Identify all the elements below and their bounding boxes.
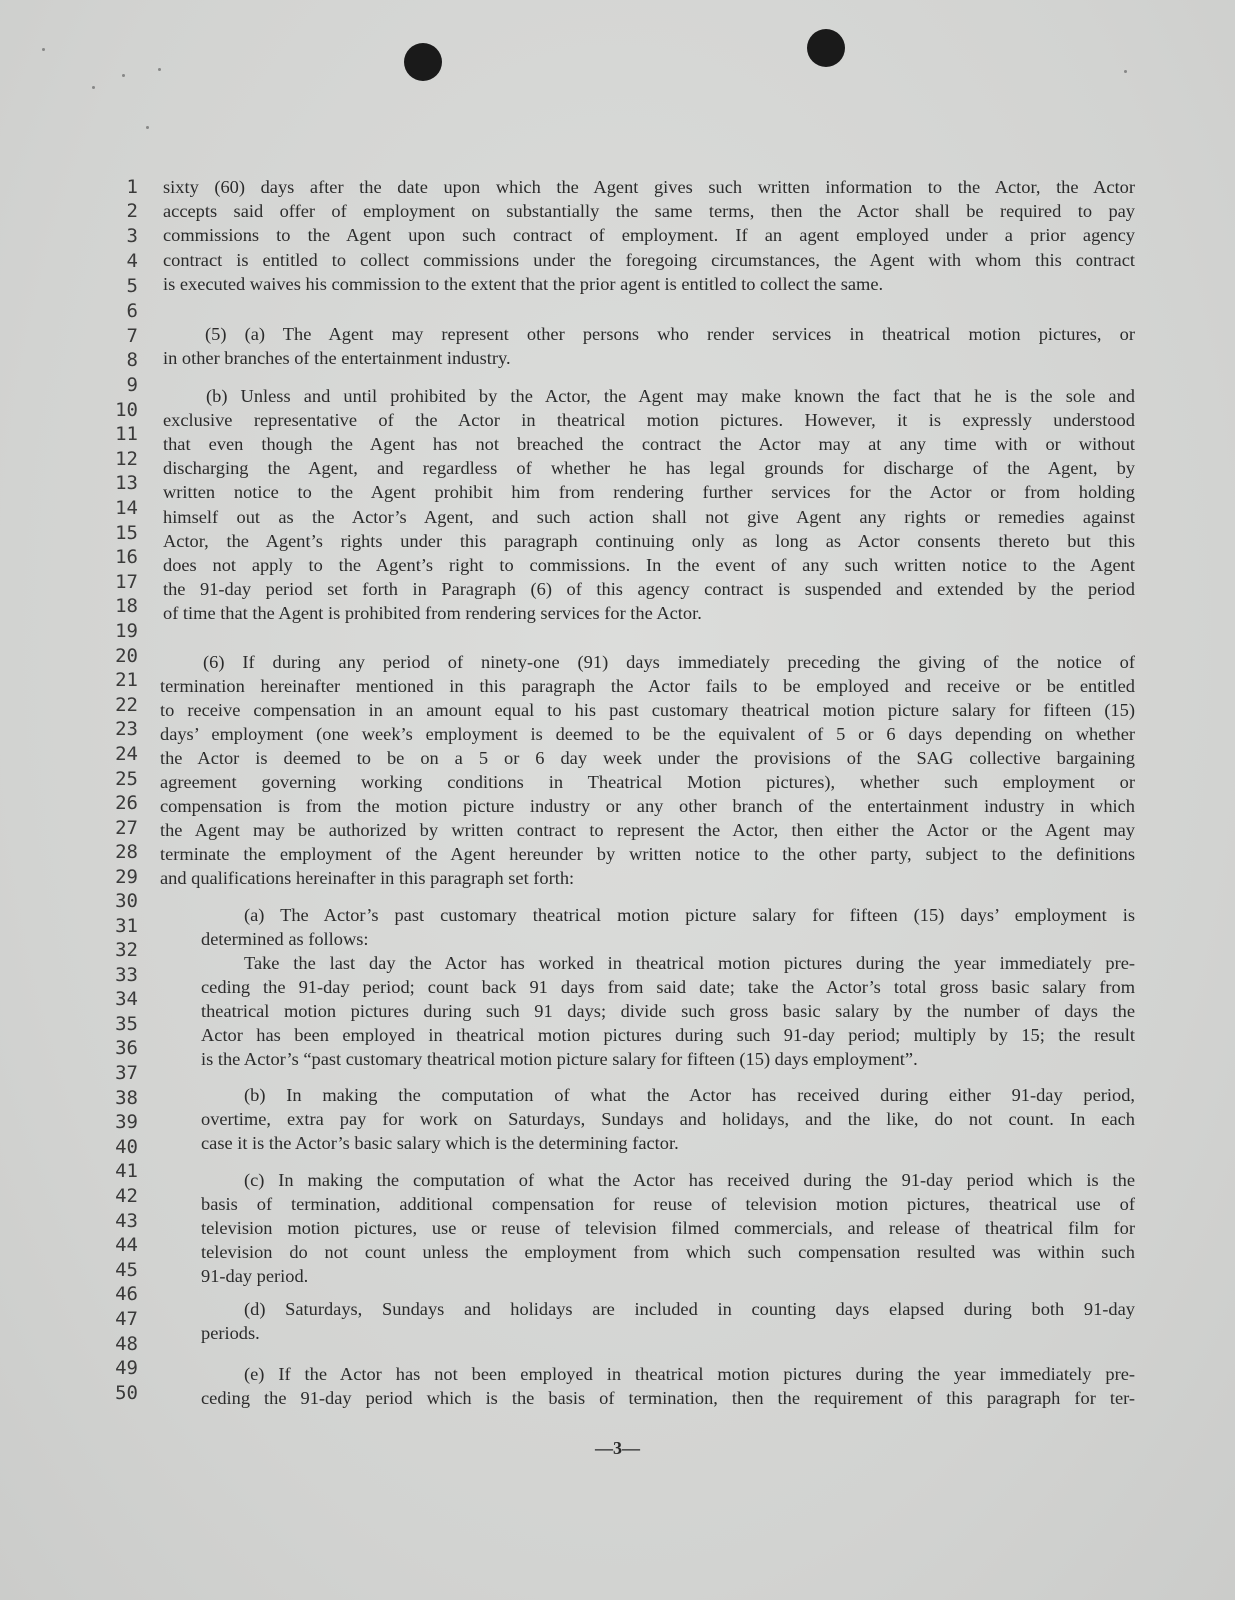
line-number: 18 <box>115 595 138 617</box>
line-number: 13 <box>115 472 138 494</box>
contract-text-line: to receive compensation in an amount equal to his past customary theatrical motion picture salary for fifteen (15) <box>160 700 1135 720</box>
line-number: 1 <box>126 176 138 198</box>
contract-text-line: (c) In making the computation of what the Actor has received during the 91-day period which is the <box>244 1170 1135 1190</box>
contract-text-line: 91-day period. <box>201 1266 309 1286</box>
line-number: 21 <box>115 669 138 691</box>
line-number: 5 <box>126 275 138 297</box>
contract-text-line: the 91-day period set forth in Paragraph (6) of this agency contract is suspended and extended by the period <box>163 579 1135 599</box>
contract-text-line: (6) If during any period of ninety-one (91) days immediately preceding the giving of the notice of <box>203 652 1135 672</box>
line-number: 32 <box>115 939 138 961</box>
contract-text-line: written notice to the Agent prohibit him from rendering further services for the Actor or from holding <box>163 482 1135 502</box>
line-number: 36 <box>115 1037 138 1059</box>
contract-text-line: that even though the Agent has not breached the contract the Actor may at any time with or without <box>163 434 1135 454</box>
contract-text-line: terminate the employment of the Agent hereunder by written notice to the other party, subject to the definitions <box>160 844 1135 864</box>
line-number: 25 <box>115 768 138 790</box>
contract-text-line: (5) (a) The Agent may represent other persons who render services in theatrical motion pictures, or <box>205 324 1135 344</box>
contract-text-line: himself out as the Actor’s Agent, and such action shall not give Agent any rights or remedies against <box>163 507 1135 527</box>
line-number: 37 <box>115 1062 138 1084</box>
contract-text-line: agreement governing working conditions in Theatrical Motion pictures), whether such employment or <box>160 772 1135 792</box>
line-number: 31 <box>115 915 138 937</box>
line-number: 15 <box>115 522 138 544</box>
line-number: 35 <box>115 1013 138 1035</box>
contract-text-line: television do not count unless the employment from which such compensation resulted was within such <box>201 1242 1135 1262</box>
line-number: 26 <box>115 792 138 814</box>
contract-text-line: and qualifications hereinafter in this paragraph set forth: <box>160 868 575 888</box>
contract-text-line: Actor has been employed in theatrical motion pictures during such 91-day period; multiply by 15; the result <box>201 1025 1135 1045</box>
line-number: 30 <box>115 890 138 912</box>
line-number: 49 <box>115 1357 138 1379</box>
contract-text-line: Actor, the Agent’s rights under this paragraph continuing only as long as Actor consents thereto but this <box>163 531 1135 551</box>
contract-text-line: ceding the 91-day period; count back 91 days from said date; take the Actor’s total gross basic salary from <box>201 977 1135 997</box>
contract-text-line: of time that the Agent is prohibited from rendering services for the Actor. <box>163 603 702 623</box>
contract-text-line: (b) In making the computation of what the Actor has received during either 91-day period, <box>244 1085 1135 1105</box>
line-number: 39 <box>115 1111 138 1133</box>
line-number: 43 <box>115 1210 138 1232</box>
line-number: 24 <box>115 743 138 765</box>
line-number: 34 <box>115 988 138 1010</box>
line-number: 44 <box>115 1234 138 1256</box>
paper-speck <box>158 68 161 71</box>
line-number: 4 <box>126 250 138 272</box>
line-number: 23 <box>115 718 138 740</box>
contract-text-line: is the Actor’s “past customary theatrical motion picture salary for fifteen (15) days employment”. <box>201 1049 918 1069</box>
contract-text-line: discharging the Agent, and regardless of whether he has legal grounds for discharge of the Agent, by <box>163 458 1135 478</box>
line-number: 20 <box>115 645 138 667</box>
line-number: 28 <box>115 841 138 863</box>
line-number: 17 <box>115 571 138 593</box>
contract-text-line: accepts said offer of employment on substantially the same terms, then the Actor shall be required to pay <box>163 201 1135 221</box>
paper-speck <box>1124 70 1127 73</box>
contract-text-line: (e) If the Actor has not been employed in theatrical motion pictures during the year immediately pre- <box>244 1364 1135 1384</box>
line-number: 3 <box>126 225 138 247</box>
line-number: 2 <box>126 200 138 222</box>
line-number: 12 <box>115 448 138 470</box>
line-number: 42 <box>115 1185 138 1207</box>
line-number: 6 <box>126 300 138 322</box>
line-number: 50 <box>115 1382 138 1404</box>
paper-speck <box>42 48 45 51</box>
contract-text-line: the Agent may be authorized by written contract to represent the Actor, then either the Actor or the Agent may <box>160 820 1135 840</box>
line-number: 27 <box>115 817 138 839</box>
line-number: 33 <box>115 964 138 986</box>
line-number: 10 <box>115 399 138 421</box>
contract-text-line: determined as follows: <box>201 929 369 949</box>
line-number: 41 <box>115 1160 138 1182</box>
contract-text-line: (a) The Actor’s past customary theatrical motion picture salary for fifteen (15) days’ employment is <box>244 905 1135 925</box>
line-number: 8 <box>126 349 138 371</box>
contract-text-line: contract is entitled to collect commissions under the foregoing circumstances, the Agent with whom this contract <box>163 250 1135 270</box>
contract-text-line: (d) Saturdays, Sundays and holidays are included in counting days elapsed during both 91-day <box>244 1299 1135 1319</box>
contract-text-line: is executed waives his commission to the extent that the prior agent is entitled to collect the same. <box>163 274 884 294</box>
punch-hole <box>807 29 845 67</box>
line-number: 16 <box>115 546 138 568</box>
contract-text-line: exclusive representative of the Actor in theatrical motion pictures. However, it is expressly understood <box>163 410 1135 430</box>
contract-text-line: overtime, extra pay for work on Saturdays, Sundays and holidays, and the like, do not count. In each <box>201 1109 1135 1129</box>
line-number: 38 <box>115 1087 138 1109</box>
line-number: 47 <box>115 1308 138 1330</box>
line-number: 48 <box>115 1333 138 1355</box>
contract-text-line: days’ employment (one week’s employment is deemed to be the equivalent of 5 or 6 days depending on whether <box>160 724 1135 744</box>
contract-text-line: Take the last day the Actor has worked in theatrical motion pictures during the year immediately pre- <box>244 953 1135 973</box>
contract-text-line: termination hereinafter mentioned in this paragraph the Actor fails to be employed and receive or be entitled <box>160 676 1135 696</box>
contract-text-line: periods. <box>201 1323 260 1343</box>
punch-hole <box>404 43 442 81</box>
contract-text-line: commissions to the Agent upon such contract of employment. If an agent employed under a prior agency <box>163 225 1135 245</box>
contract-text-line: does not apply to the Agent’s right to commissions. In the event of any such written notice to the Agent <box>163 555 1135 575</box>
contract-text-line: television motion pictures, use or reuse of television filmed commercials, and release of theatrical film for <box>201 1218 1135 1238</box>
contract-text-line: ceding the 91-day period which is the basis of termination, then the requirement of this paragraph for ter- <box>201 1388 1135 1408</box>
contract-text-line: compensation is from the motion picture industry or any other branch of the entertainment industry in which <box>160 796 1135 816</box>
line-number: 29 <box>115 866 138 888</box>
line-number: 45 <box>115 1259 138 1281</box>
contract-text-line: (b) Unless and until prohibited by the Actor, the Agent may make known the fact that he is the sole and <box>206 386 1135 406</box>
contract-text-line: basis of termination, additional compensation for reuse of television motion pictures, theatrical use of <box>201 1194 1135 1214</box>
contract-text-line: theatrical motion pictures during such 91 days; divide such gross basic salary by the number of days the <box>201 1001 1135 1021</box>
line-number: 9 <box>126 374 138 396</box>
page-number: —3— <box>595 1438 640 1458</box>
line-number: 14 <box>115 497 138 519</box>
paper-speck <box>92 86 95 89</box>
line-number: 46 <box>115 1283 138 1305</box>
line-number: 7 <box>126 325 138 347</box>
paper-speck <box>146 126 149 129</box>
line-number: 22 <box>115 694 138 716</box>
contract-text-line: in other branches of the entertainment industry. <box>163 348 511 368</box>
contract-text-line: sixty (60) days after the date upon which the Agent gives such written information to the Actor, the Actor <box>163 177 1135 197</box>
line-number: 40 <box>115 1136 138 1158</box>
contract-text-line: case it is the Actor’s basic salary which is the determining factor. <box>201 1133 679 1153</box>
paper-speck <box>122 74 125 77</box>
contract-text-line: the Actor is deemed to be on a 5 or 6 day week under the provisions of the SAG collective bargaining <box>160 748 1135 768</box>
line-number: 19 <box>115 620 138 642</box>
line-number: 11 <box>115 423 138 445</box>
